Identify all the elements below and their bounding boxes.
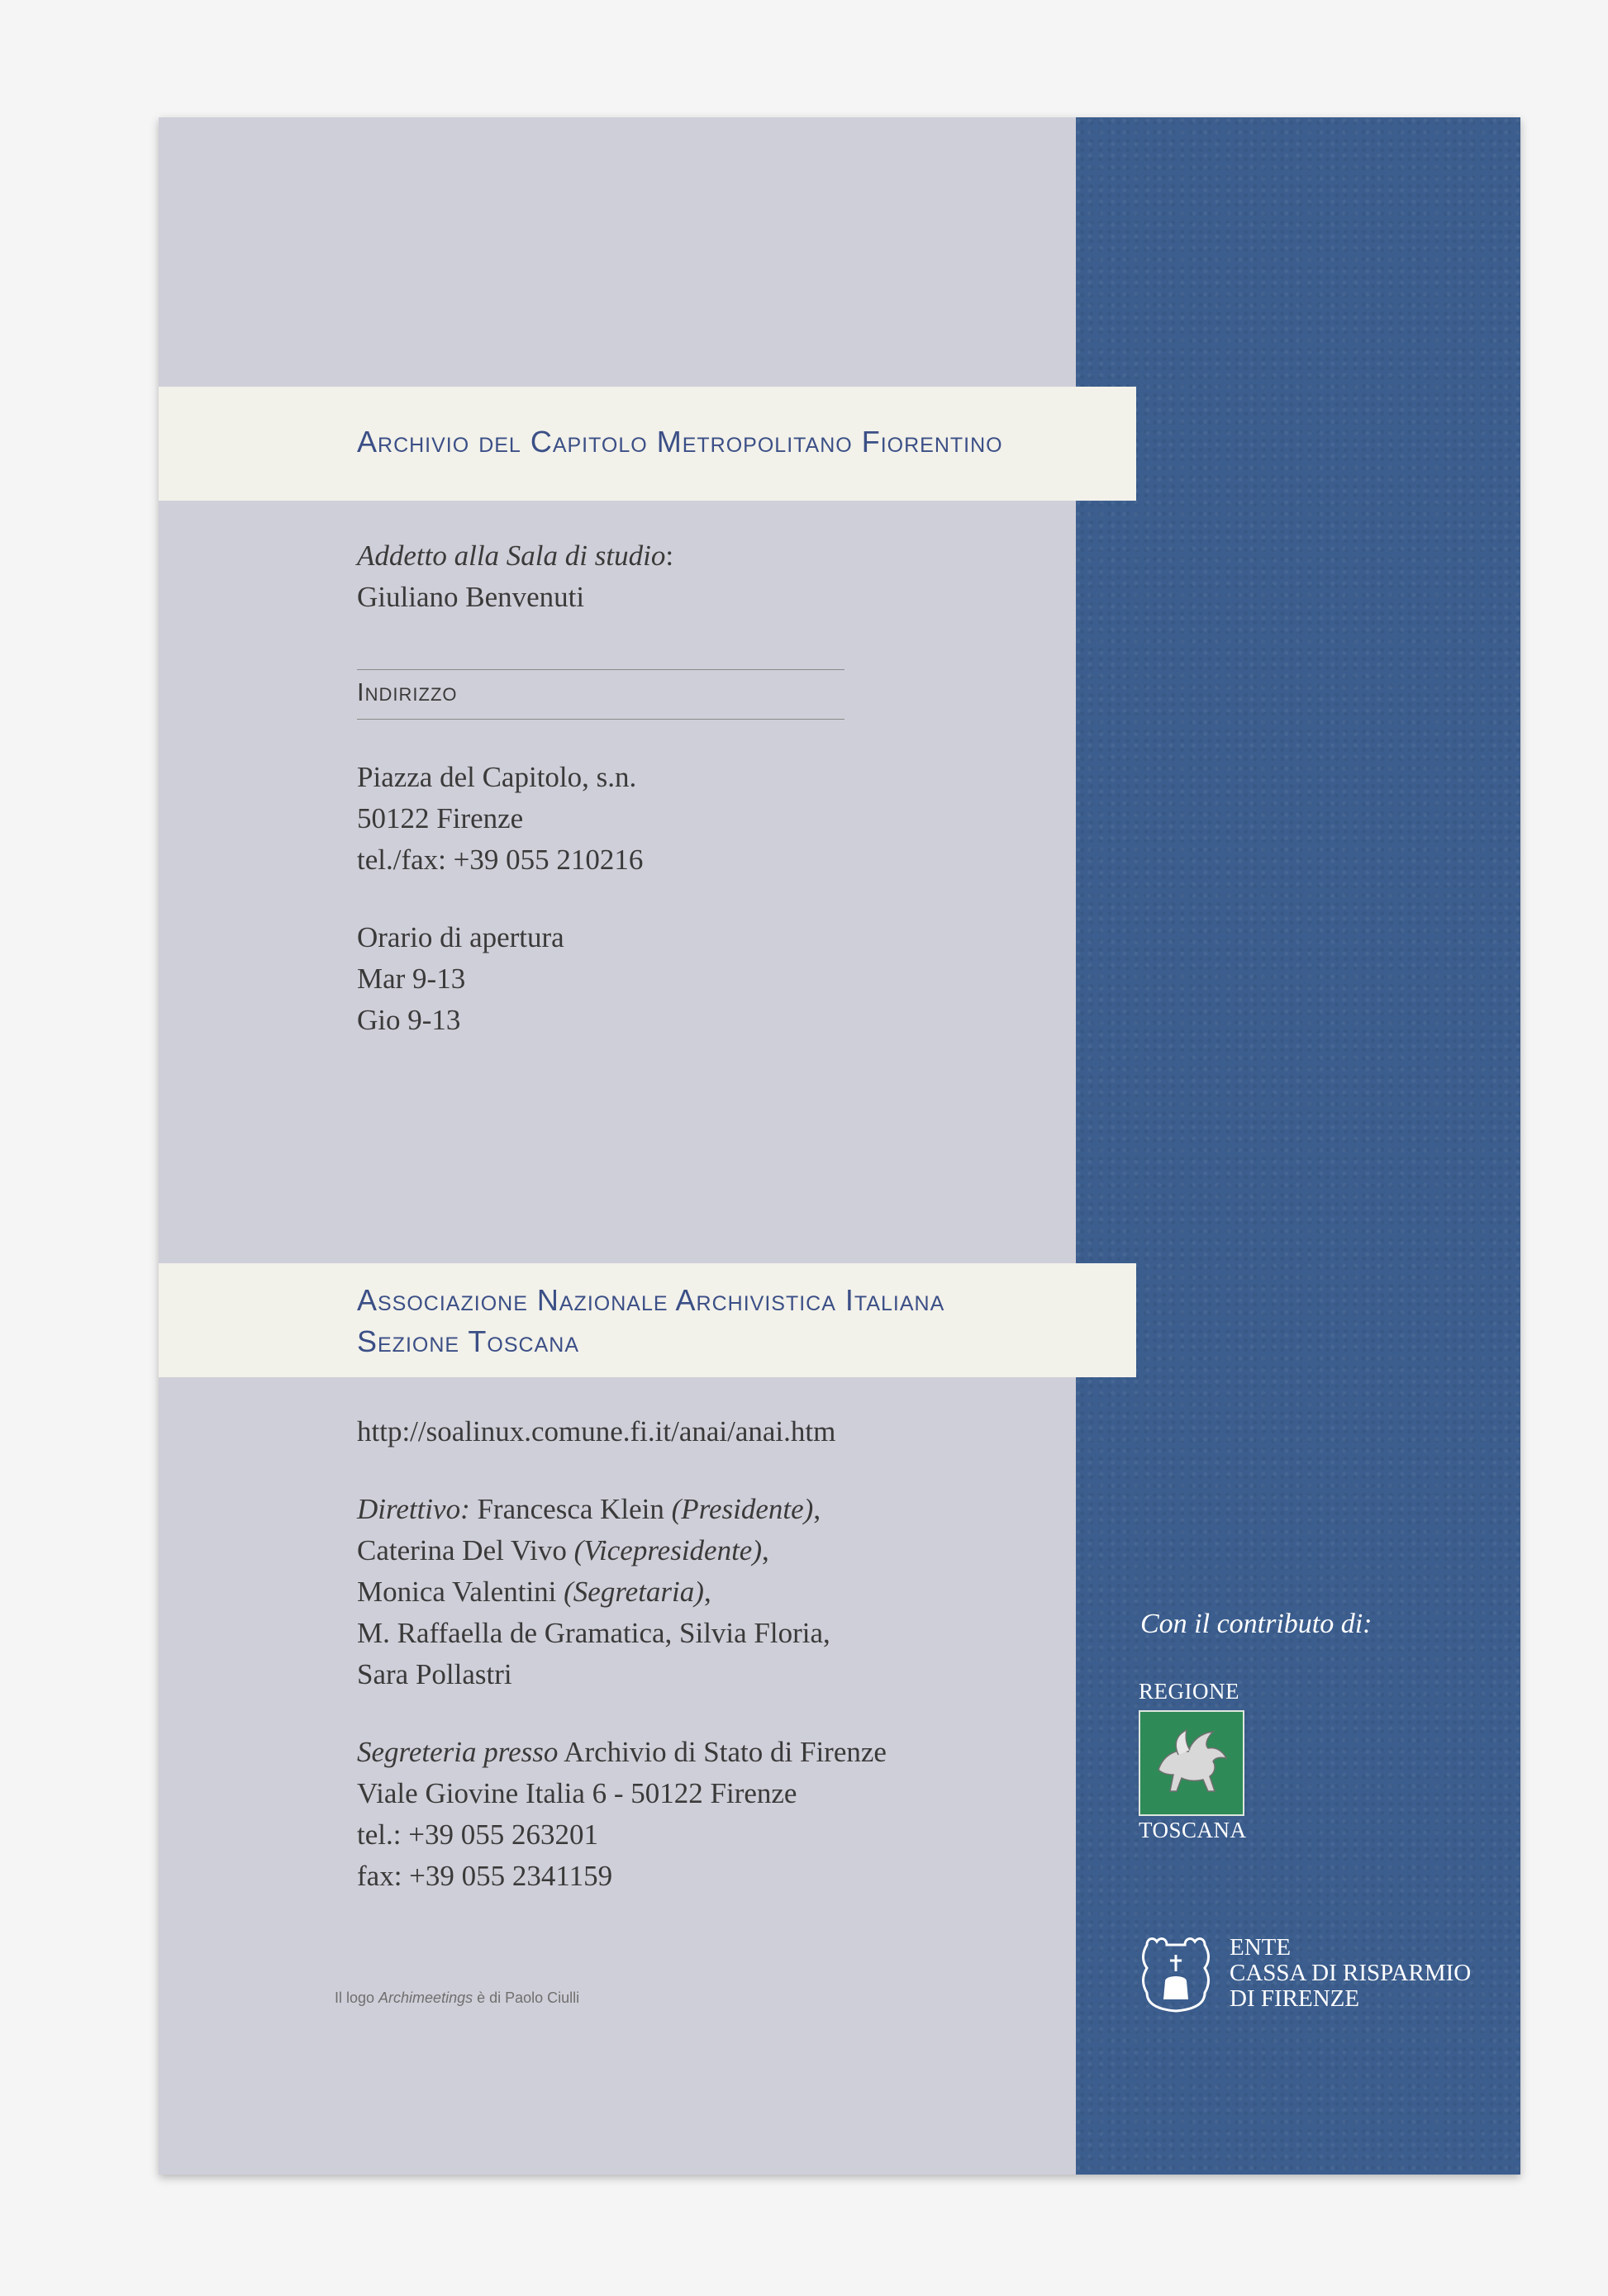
anai-url[interactable]: http://soalinux.comune.fi.it/anai/anai.htm <box>357 1415 836 1447</box>
board-line-2 <box>357 1530 769 1571</box>
contribution-heading: Con il contributo di: <box>1140 1609 1373 1639</box>
board-line-1 <box>357 1489 821 1530</box>
pegasus-icon <box>1140 1712 1243 1814</box>
board-comma-1: , <box>813 1493 821 1525</box>
address-label: Indirizzo <box>357 677 458 706</box>
regione-label-bottom: TOSCANA <box>1139 1818 1247 1842</box>
divider-top <box>357 669 844 670</box>
credit-prefix: Il logo <box>335 1989 379 2006</box>
ente-line-1: ENTE <box>1230 1934 1292 1961</box>
board-line-3 <box>357 1571 711 1613</box>
board-label: Direttivo: <box>357 1493 470 1525</box>
hours-label: Orario di apertura <box>357 921 564 953</box>
credit-suffix: è di Paolo Ciulli <box>473 1989 580 2006</box>
hours-thursday: Gio 9-13 <box>357 1004 461 1036</box>
credit-name: Archimeetings <box>378 1989 473 2006</box>
staff-role: Addetto alla Sala di studio <box>357 540 666 572</box>
staff-name: Giuliano Benvenuti <box>357 581 585 613</box>
regione-toscana-logo <box>1139 1710 1244 1816</box>
board-line-4: M. Raffaella de Gramatica, Silvia Floria, <box>357 1617 830 1649</box>
ente-line-3: DI FIRENZE <box>1230 1985 1360 2012</box>
secretariat-place: Archivio di Stato di Firenze <box>558 1736 887 1768</box>
board-line-5: Sara Pollastri <box>357 1658 512 1690</box>
board-role-2: (Vicepresidente) <box>573 1534 762 1566</box>
board-role-1: (Presidente) <box>671 1493 814 1525</box>
board-role-3: (Segretaria) <box>564 1576 704 1608</box>
header-band-anai <box>159 1263 1136 1377</box>
board-name-2: Caterina Del Vivo <box>357 1534 574 1566</box>
divider-bottom <box>357 719 844 720</box>
archive-title: Archivio del Capitolo Metropolitano Fiorentino <box>357 425 1003 459</box>
secretariat-label: Segreteria presso <box>357 1736 559 1768</box>
hours-tuesday: Mar 9-13 <box>357 963 466 995</box>
header-band-archive <box>159 387 1136 501</box>
board-comma-3: , <box>703 1576 711 1608</box>
ente-cassa-name <box>1230 1935 1471 2012</box>
staff-role-colon: : <box>665 540 674 572</box>
blue-side-band <box>1076 117 1520 2175</box>
secretariat-line <box>357 1732 887 1773</box>
board-name-3: Monica Valentini <box>357 1576 564 1608</box>
address-line-1: Piazza del Capitolo, s.n. <box>357 761 637 793</box>
logo-credit <box>335 1989 579 2007</box>
address-line-2: 50122 Firenze <box>357 802 524 834</box>
ente-cassa-crest-icon <box>1139 1933 1213 2013</box>
regione-label-top: REGIONE <box>1139 1679 1239 1704</box>
secretariat-fax: fax: +39 055 2341159 <box>357 1860 613 1892</box>
address-line-3: tel./fax: +39 055 210216 <box>357 844 644 876</box>
staff-role-line <box>357 535 673 577</box>
anai-subtitle: Sezione Toscana <box>357 1324 579 1358</box>
ente-line-2: CASSA DI RISPARMIO <box>1230 1960 1472 1986</box>
anai-title: Associazione Nazionale Archivistica Italiana <box>357 1283 945 1317</box>
booklet-back-cover <box>159 117 1520 2175</box>
board-name-1: Francesca Klein <box>469 1493 672 1525</box>
secretariat-tel: tel.: +39 055 263201 <box>357 1818 598 1851</box>
secretariat-address: Viale Giovine Italia 6 - 50122 Firenze <box>357 1777 797 1809</box>
board-comma-2: , <box>762 1534 769 1566</box>
